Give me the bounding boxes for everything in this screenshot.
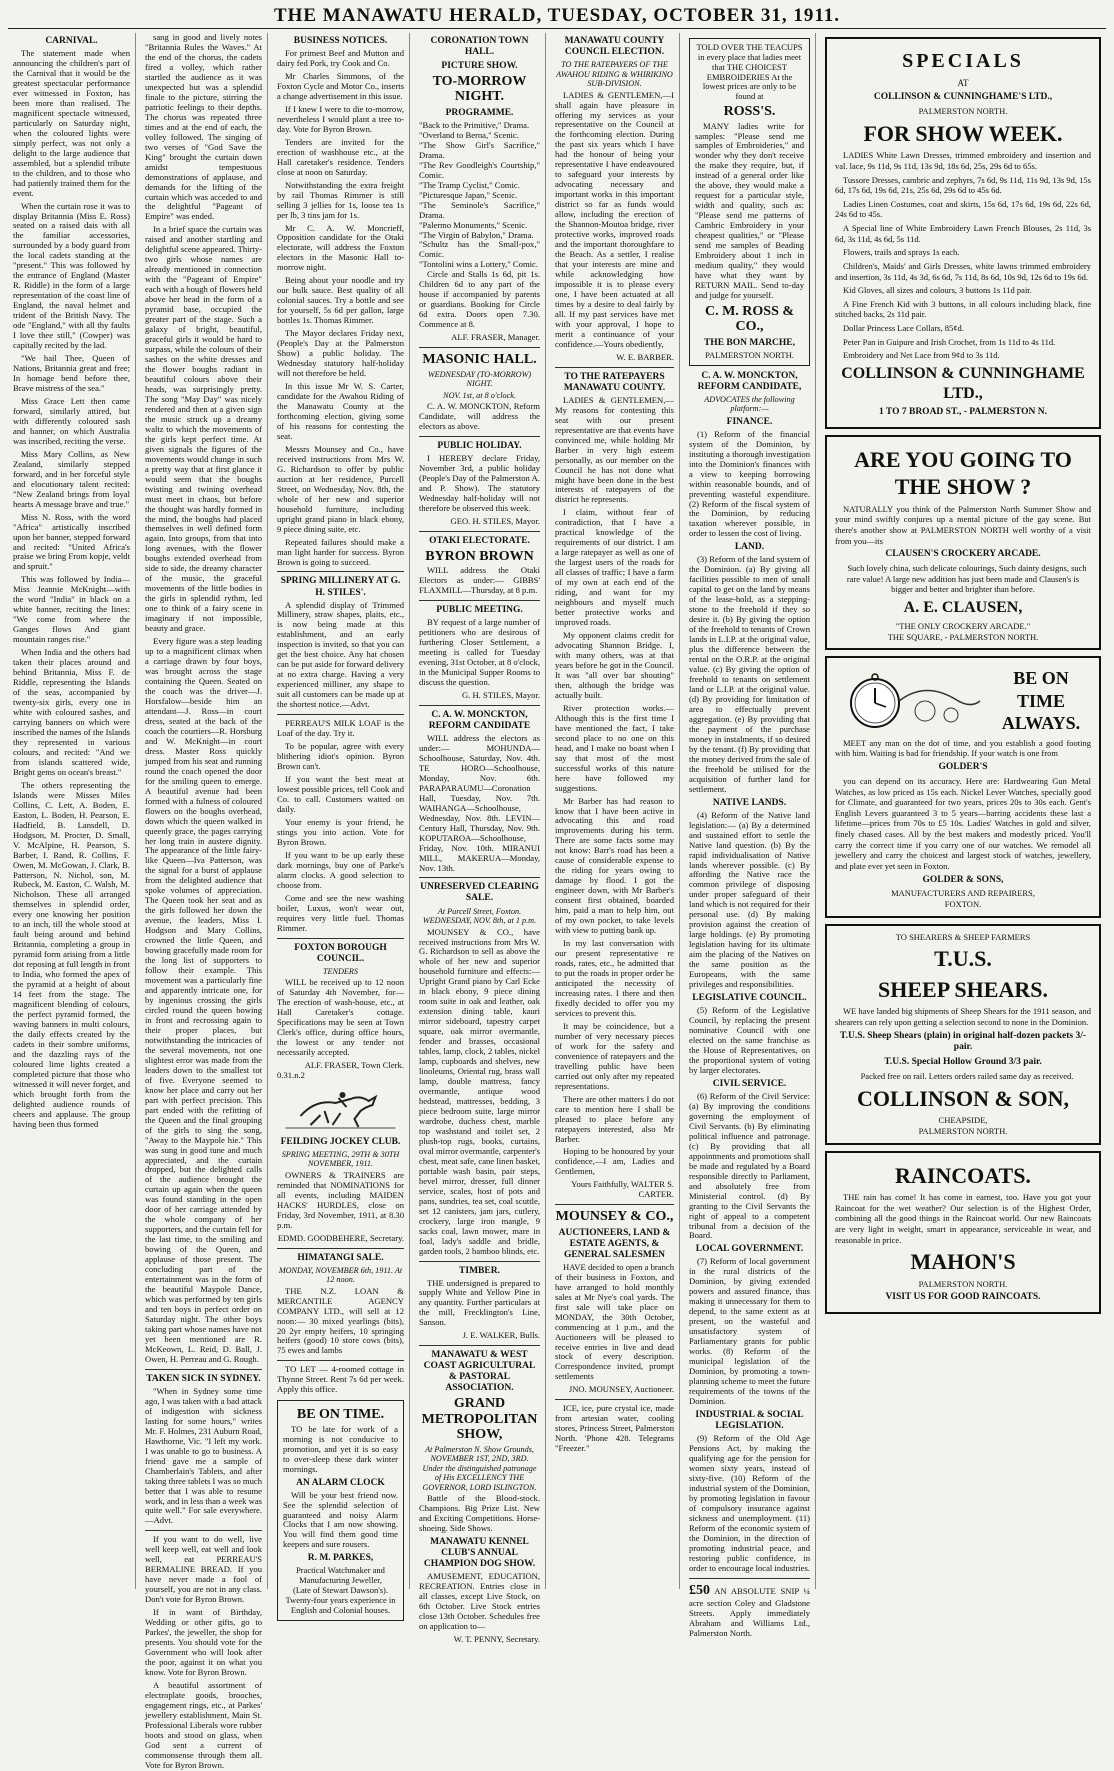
mahons-town: PALMERSTON NORTH. [918,1278,1008,1289]
small-notices [277,719,404,933]
divider [555,1204,674,1205]
grand-show-heading: GRAND METROPOLITAN SHOW, [421,1396,538,1443]
ross-text: MANY ladies write for samples: "Please send me samples of Embroideries," and wonder why they don't receive the make they require, but, if instead of a general order like the above, they would make a request for a particular style, width and quality, such as: "Please send me patterns of Cambric Embroidery in your cheapest qualities," or "Please send me samples of Beading Embroidery about 1 inch in medium quality," they would have what they want by RETURN MAIL. Send to-day and judge for yourself. [695,120,804,301]
specials-item: Tussore Dresses, cambric and zephyrs, 7s 6d, 9s 11d, 11s 9d, 13s 9d, 15s 6d, 17s 6d, 19s 6d, 21s, 25s 6d, 29s 6d to 45s 6d. [835,174,1091,196]
shears-town: PALMERSTON NORTH. [918,1125,1008,1136]
letter-paragraph: I claim, without fear of contradiction, that I have a practical knowledge of the requirements of our district. I am a large ratepayer as well as one of the largest users of the roads for all classes of traffic; I have a farm of my own at each end of the riding, and want for my neighbours and myself much better protective works and improved roads. [555,507,674,628]
ice-text: ICE, ice, pure crystal ice, made from artesian water, cooling stores, Princess Street, Palmerston North. 'Phone 428. Telegrams "Freezer." [555,1403,674,1454]
coronation-sign: ALF. FRASER, Manager. [451,332,540,343]
kennel-club-sign: W. T. PENNY, Secretary. [453,1633,540,1644]
grand-show-sub: At Palmerston N. Show Grounds, NOVEMBER 1ST, 2ND, 3RD. Under the distinguished patronage of His EXCELLENCY THE GOVERNOR, LORD ISLINGTON. [422,1444,537,1492]
clearing-sale-sub: At Purcell Street, Foxton. WEDNESDAY, NOV. 8th, at 1 p.m. [422,906,537,926]
golder-text-2: you can depend on its accuracy. Here are: Hardwearing Gun Metal Watches, as low priced as 15s each. Nickel Lever Watches, specially good for Climate, and guaranteed for two years, prices 20s to 30s each. Gent's English Levers guaranteed 3 to 5 years—barring accidents these last a lifetime—prices from 70s to £5 10s. Ladies' Watches in gold and silver, finely chased cases. All by the best makers and modestly priced. You'll carry the correct time if you carry one of our watches. We remodel all jewellery and carry the choicest and largest stock of watches, jewellery, and plate ever yet seen in Foxton. [835,775,1091,871]
mahons-name: MAHON'S [910,1249,1016,1275]
platform-section-heading: FINANCE. [726,416,773,427]
clearing-sale-heading: UNRESERVED CLEARING SALE. [420,882,539,904]
letter-paragraph: LADIES & GENTLEMEN,—My reasons for contesting this seat with our present representative are that events have convinced me, while holding Mr Barber in very high esteem personally, as our member on the Council he has not done what might have been done in the best interests of ratepayers of the district he represents. [555,394,674,505]
small-notice: If you want the best meat at lowest possible prices, tell Cook and Co. to call. Customers waited on daily. [277,774,404,814]
programme-item: "Palermo Monuments," Scenic. [419,219,528,230]
clausen-text-2: Such lovely china, such delicate colourings, Such dainty designs, such rare value! A large new addition has just been made and Clausen's is bigger and better and brighter than before. [846,563,1087,595]
shears-street: CHEAPSIDE, [938,1115,988,1126]
divider [419,347,540,348]
divider [555,367,674,368]
divider [419,1261,540,1262]
programme-item: "The Tramp Cyclist," Comic. [419,179,520,190]
platform-section-text: (6) Reform of the Civil Service: (a) By improving the conditions governing the employment of Civil Servants. (b) By eliminating political influence and patronage. (c) By providing that all appointments and promotions shall be made and regulated by a Board responsible directly to Parliament, and absolutely free from Ministerial control. (d) By granting to the Civil Servants the right of appeal to a competent tribunal from a decision of the Board. [689,1090,810,1241]
clausen-arcade: CLAUSEN'S CROCKERY ARCADE. [885,549,1041,560]
masonic-sub: WEDNESDAY (TO-MORROW) NIGHT. [427,369,532,389]
divider [419,705,540,706]
alarm-clock-text: Will be your best friend now. See the splendid selection of guaranteed and noisy Alarm Clocks that I am now showing. You will find them good time keepers and sure rousers. [283,1489,398,1550]
platform-sections [689,417,810,1574]
to-let-text: TO LET — 4-roomed cottage in Thynne Street. Rent 7s 6d per week. Apply this office. [277,1364,404,1395]
specials-title: SPECIALS [902,50,1024,72]
clausen-address: THE SQUARE, - PALMERSTON NORTH. [887,631,1039,642]
divider [419,600,540,601]
specials-at: AT [957,78,969,88]
golder-trade: MANUFACTURERS AND REPAIRERS, [891,888,1035,899]
business-notice: Being about your noodle and try our bulk sauce. Best quality of all colonial sauces. Try a bottle and see for yourself, 5s 6d per gallon, large bottles 1s. Thomas Rimmer. [277,275,404,326]
business-notice: Notwithstanding the extra freight by rail Thomas Rimmer is still selling 3 jellies for 1s, loose tea 1s per lb, 3 tins jam for 1s. [277,179,404,220]
raincoats-text: THE rain has come! It has come in earnest, too. Have you got your Raincoat for the wet weather? Our selection is of the Highest Order, combining all the good things in the Raincoat world. Our new Raincoats are very light in weight, smart in appearance, serviceable in wear, and reasonable in price. [835,1192,1091,1245]
jockey-club-sign: EDMD. GOODBEHERE, Secretary. [277,1232,404,1243]
small-notice: To be popular, agree with every blithering idiot's opinion. Byron Brown can't. [277,741,404,772]
business-notice: Mr C. A. W. Moncrieff, Opposition candidate for the Otaki electorate, will address the Foxton electors in the Masonic Hall to-morrow night. [277,222,404,273]
snip-text: AN ABSOLUTE SNIP ¼ acre section Coley and Gladstone Streets. Apply immediately Abraham and Williams Ltd., Palmerston North. [689,1585,810,1638]
mounsey-heading: MOUNSEY & CO., [555,1209,674,1225]
business-notice: Messrs Mounsey and Co., have received instructions from Mrs W. G. Richardson to offer by public auction at her residence, Purcell Street, on Wednesday, Nov. 8th, the whole of her new and superior household furniture, including upright grand piano in black ebony, 9 piece dining suite, etc. [277,443,404,534]
carnival-heading: CARNIVAL. [45,36,98,46]
carter-letter [555,396,674,1178]
business-notice: For primest Beef and Mutton and dairy fed Pork, try Cook and Co. [277,48,404,68]
monckton-platform-heading: C. A. W. MONCKTON, REFORM CANDIDATE, [697,370,802,392]
divider [145,1369,262,1370]
gifts-text: If in want of Birthday, Wedding or other gifts, go to Parkes', the jeweller, the shop for presents. You should vote for the Government who will look after the poor, against it on what you know. Vote for Byron Brown. [145,1607,262,1678]
carnival-paragraph: Miss Mary Collins, as New Zealand, similarly stepped forward, and in her forceful style and elocutionary talent recited: "New Zealand brings from loyal hearts A message brave and true." [13,448,130,509]
ratepayers-sub: TO THE RATEPAYERS OF THE AWAHOU RIDING & WHIRIKINO SUB-DIVISION. [556,60,673,89]
millinery-heading: SPRING MILLINERY AT G. H. STILES'. [280,576,401,598]
small-notice: If you want to be up early these dark mornings, buy one of Parke's alarm clocks. A good selection to choose from. [277,849,404,890]
divider [419,531,540,532]
shears-pre: TO SHEARERS & SHEEP FARMERS [895,931,1031,942]
public-holiday-heading: PUBLIC HOLIDAY. [437,441,522,451]
letter-paragraph: In my last conversation with our present representative re roads, rates, etc., he admitted that to put the roads in proper order he anticipated the necessity of increasing rates. I there and then fixedly decided to offer you my services to prevent this. [555,938,674,1018]
kennel-club-text: AMUSEMENT, EDUCATION, RECREATION. Entries close in all classes, except Live Stock, on 6th October. Live Stock entries close 13th October. Schedules free on application to— [419,1571,540,1631]
masthead: THE MANAWATU HERALD, TUESDAY, OCTOBER 31, 1911. [8,4,1106,29]
carnival-paragraph: In a brief space the curtain was raised and another startling and delightful scene appeared. Thirty-two girls whose names are already mentioned in connection with the "Pageant of Empire" each with a bough of flowers held above her head in the form of a pyramid base, occupied the greater part of the stage. Such a galaxy of bright, beautiful, graceful girls it would be hard to surpass, while the colours of their sashes on the white dresses and the flower boughs radiant in beautiful colours above their heads, was surprisingly pretty. The song "May Day" was nicely rendered and then at a given sign the music struck up a dreamy waltz to which the movements of the girls kept perfect time. At given signals the figures of the movements would change in such a pretty way that at first glance it would seem that the boughs twisting and twining overhead must meet in chaos, but before the thought was hardly formed in the mind, the boughs had placed themselves in well defined form again. Into groups, from that into long avenues, with the flower boughs extended overhead from side to side, the dreamy character of the music, the graceful movements of the little bodies in the girls in splendid rythm, led one to think of a fairy scene in imaginary if not impossible, beauty and grace. [145,224,262,634]
column-carnival [8,33,136,1589]
specials-item: Embroidery and Net Lace from 9¢d to 3s 11d. [843,350,1000,361]
millinery-text: A splendid display of Trimmed Millinery, straw shapes, plaits, etc., is now being made at this establishment, and an early inspection is invited, so that you can get the best choice. Any hat chosen can be put aside for forward delivery at no extra charge. Having a very experienced milliner, any shape to suit all customers can be made up at the shortest notice.—Advt. [277,599,404,710]
column-carnival-cont [140,32,268,1770]
golder-text: MEET any man on the dot of time, and you establish a good footing with him. Waiting is bad for friendship. If your watch is one from [835,737,1091,759]
platform-section-text: (9) Reform of the Old Age Pensions Act, by making the qualifying age for the pension for women sixty years, instead of sixty-five. (10) Reform of the industrial system of the Dominion, by promoting legislation in favour of compulsory insurance against sickness and unemployment. (11) Reform of the economic system of the Dominion, in the direction of promoting industrial peace, and restoring public confidence, in order to encourage local industries. [689,1433,810,1573]
specials-item: LADIES White Lawn Dresses, trimmed embroidery and insertion and val. lace, 9s 11d, 9s 11d, 13s 9d, 18s 6d, 25s, 29s 6d to 65s. [835,150,1091,171]
small-notice: Your enemy is your friend, he stings you into action. Vote for Byron Brown. [277,816,404,847]
shears-text-2: Packed free on rail. Letters orders railed same day as received. [860,1071,1074,1082]
clausen-title: ARE YOU GOING TO THE SHOW ? [854,446,1072,500]
parkes-experience: (Late of Stewart Dawson's). Twenty-four years experience in English and Colonial houses. [285,1585,396,1615]
raincoats-ad [825,1151,1101,1315]
public-holiday-sign: GEO. H. STILES, Mayor. [450,515,540,526]
divider [145,1530,262,1531]
racehorse-illustration [277,1081,404,1131]
programme-item: "The Rev Goodleigh's Courtship," Comic. [419,159,540,180]
ross-sign: C. M. ROSS & CO., [704,303,795,335]
carnival-paragraph: When India and the others had taken their places around and behind Britannia, Miss F. de Riddle, representing the Islands of the seas, accompanied by twenty-six girls, every one in white with coloured sashes, and carrying banners on which were inscribed the names of the Islands they represented in various colours, and recited: "And we from islands scattered wide, Bright gems on ocean's breast." [13,647,130,777]
specials-item: Children's, Maids' and Girls Dresses, white lawns trimmed embroidery and insertion, 3s 11d, 4s 3d, 6s 6d, 7s 11d, 8s 6d, 10s 9d, 12s 6d to 19s 6d. [835,260,1091,282]
shears-text: WE have landed big shipments of Sheep Shears for the 1911 season, and shearers can rely upon getting a selection second to none in the Dominion. [835,1006,1091,1027]
tenders-sign: ALF. FRASER, Town Clerk. [304,1059,404,1070]
business-heading: BUSINESS NOTICES. [293,36,388,46]
column-display-ads [820,33,1106,1589]
parkes-trade: Practical Watchmaker and Manufacturing Jeweller, [296,1565,385,1586]
column-entertainment [414,33,546,1644]
sick-text: "When in Sydney some time ago, I was taken with a bad attack of indigestion with sickness lasting for some hours," writes Mr. F. Holmes, 231 Auburn Road, Hawthorne, Vic. "I left my work. I was unable to go to business. A friend gave me a sample of Chamberlain's Tablets, and after taking three tablets I was so much better that I was able to resume work, and in less than a week was quite well." For sale everywhere.—Advt. [145,1385,263,1526]
divider [277,571,404,572]
specials-address: 1 TO 7 BROAD ST., - PALMERSTON N. [878,406,1048,417]
sick-heading: TAKEN SICK IN SYDNEY. [146,1373,261,1384]
picture-show-sub: PICTURE SHOW. [441,61,518,72]
snip-ad [689,1583,810,1639]
business-notice: Repeated failures should make a man light harder for success. Byron Brown is going to succeed. [277,536,404,567]
specials-ad [825,37,1101,429]
be-on-time-text: TO be late for work of a morning is not conducive to promotion, and yet it is so easy to over-sleep these dark winter mornings. [283,1423,398,1474]
tenders-text: WILL be received up to 12 noon of Saturday 4th November, for—The erection of wash-house, etc., at Hall Caretaker's cottage. Specifications may be seen at Town Clerk's office, during office hours, the lowest or any tender not necessarily accepted. [277,977,404,1057]
clausen-text: NATURALLY you think of the Palmerston North Summer Show and your mind swiftly conjures up a mental picture of the gay scene. But there's another show at PALMERSTON NORTH well worthy of a visit from you—its [835,503,1091,546]
golder-ad [825,656,1101,917]
raincoats-title: RAINCOATS. [895,1162,1031,1188]
business-notices [277,49,404,567]
otaki-text: WILL address the Otaki Electors as under:— GIBBS' FLAXMILL—Thursday, at 8 p.m. [419,565,540,596]
platform-section-text: (3) Reform of the land system of the Dominion. (a) By giving all facilities possible to men of small capital to get on the land by means of the lease-hold, as a stepping-stone to the freehold if they so desire it. (b) By giving the option of the freehold to tenants of Crown lands in L.I.P. at the original value, plus the difference between the rental on the O.R.P. at the original value. (c) By giving the option of freehold to tenants on settlement land or L.I.P. at the original value. (d) By providing for limitation of area to effectually prevent aggregation. (e) By providing that the payment of the purchase money in instalments, if so desired by the tenant. (f) By providing that the money derived from the sale of the freehold be utilised for the acquisition of further land for settlement. [689,554,810,794]
public-meeting-sign: G. H. STILES, Mayor. [461,689,540,700]
divider [419,1345,540,1346]
programme-heading: PROGRAMME. [445,107,514,118]
shears-price-2: T.U.S. Special Hollow Ground 3/3 pair. [884,1057,1042,1068]
letter-paragraph: LADIES & GENTLEMEN,—I shall again have pleasure in offering my services as your representative on the Council at the forthcoming election. During the past six years which I have had the honour of being your representative I have endeavoured to safeguard your interests by advocating necessary and important works in this important district so far as funds would allow, including the erection of the Shannon-Moutoa bridge, river protective works, improved roads and the important thoroughfare to the Beach. As a settler, I realise that your interests are mine and while acknowledging how impossible it is to please every one, I have been actuated at all times by a desire to deal fairly by all. If my past services have met with your approval, I hope to merit a continuance of your confidence.—Yours obediently, [555,89,674,349]
golder-header [835,664,1091,738]
specials-item: Kid Gloves, all sizes and colours, 3 buttons 1s 11d pair. [843,285,1032,296]
sheep-shears-ad [825,924,1101,1145]
masonic-date: NOV. 1st, at 8 o'clock. [443,390,516,400]
golder-sign: GOLDER & SONS, [922,874,1004,885]
divider [419,877,540,878]
column-business [272,33,410,1615]
shears-brand: T.U.S. [934,946,992,972]
otaki-heading: OTAKI ELECTORATE. [429,535,530,546]
electroplate-text: A beautiful assortment of electroplate goods, brooches, engagement rings, etc., at Parkes' jewellery establishment, Main St. Professional Liberals wore rubber boots and stood on glass, when God sent a current of commonsense through them all. Vote for Byron Brown. [145,1679,262,1770]
himatangi-heading: HIMATANGI SALE. [297,1252,384,1263]
divider [277,714,404,715]
golder-town: FOXTON. [944,899,982,909]
timber-heading: TIMBER. [459,1265,500,1276]
kennel-club-heading: MANAWATU KENNEL CLUB'S ANNUAL CHAMPION DOG SHOW. [423,1537,536,1570]
county-election-heading: MANAWATU COUNTY COUNCIL ELECTION. [564,36,665,58]
barber-sign: W. E. BARBER. [616,351,674,362]
specials-item: Peter Pan in Guipure and Irish Crochet, from 1s 11d to 4s 11d. [843,336,1056,347]
jockey-club-heading: FEILDING JOCKEY CLUB. [280,1136,401,1147]
masonic-text: C. A. W. MONCKTON, Reform Candidate, will address the electors as above. [419,401,540,432]
programme-item: "The Seminole's Sacrifice," Drama. [419,199,540,220]
specials-item: Flowers, trails and sprays 1s each. [843,247,960,258]
business-notice: The Mayor declares Friday next, (People's Day at the Palmerston Show) a public holiday. The Wednesday statutory half-holiday will not therefore be held. [277,328,404,379]
platform-section-heading: LEGISLATIVE COUNCIL. [692,993,807,1004]
programme-item: "Back to the Primitive," Drama. [419,119,530,130]
divider [555,1399,674,1400]
manawatu-association-heading: MANAWATU & WEST COAST AGRICULTURAL & PASTORAL ASSOCIATION. [423,1350,536,1394]
ross-heading: ROSS'S. [723,104,776,120]
carter-sign: Yours Faithfully, WALTER S. CARTER. [571,1179,674,1200]
timber-sign: J. E. WALKER, Bulls. [462,1330,540,1341]
ratepayers-sub-2: TO THE RATEPAYERS MANAWATU COUNTY. [563,371,666,393]
shears-price-1: T.U.S. Sheep Shears (plain) in original half-dozen packets 3/- pair. [839,1030,1087,1053]
columns [8,32,1106,1770]
coronation-hall-heading: CORONATION TOWN HALL. [430,36,529,58]
business-notice: In this issue Mr W. S. Carter, candidate for the Awahou Riding of the Manawatu County at the forthcoming election, giving some of his reasons for contesting the seat. [277,381,404,441]
show-week-heading: FOR SHOW WEEK. [863,120,1063,146]
carnival-paragraph: The statement made when announcing the children's part of the Carnival that it would be the greatest spectacular performance ever witnessed in Foxton, has been more than realised. The magnificent spectacle witnessed, particularly on Saturday night, when the coloured lights were simply perfect, was not only a delight to the large audience that assembled, but a splendid tribute to the children, and to those who had patiently trained them for the event. [13,48,130,198]
specials-store: COLLINSON & CUNNINGHAME'S LTD., [873,92,1053,103]
ross-intro: TOLD OVER THE TEACUPS in every place that ladies meet that THE CHOICEST EMBROIDERIES At the lowest prices are only to be found at [696,42,803,102]
public-meeting-text: BY request of a large number of petitioners who are desirous of furthering Closer Settlement, a meeting is called for Tuesday evening, 31st October, at 8 o'clock, in the Municipal Supper Rooms to discuss the question. [419,617,541,687]
divider [689,1578,810,1579]
carnival-text [13,49,130,1130]
grand-show-text: Battle of the Blood-stock. Champions. Big Prize List. New and Exciting Competitions. Horse-shoeing. Side Shows. [419,1493,540,1534]
ross-town: PALMERSTON NORTH. [705,349,794,360]
carnival-paragraph: Miss Grace Lett then came forward, similarly attired, but with differently coloured sash and banner, on which Australia was inscribed, reciting the verse. [13,395,130,446]
specials-sign: COLLINSON & CUNNINGHAME LTD., [841,364,1085,402]
platform-section-text: (5) Reform of the Legislative Council, by replacing the present nominative Council with one elected on the same franchise as the House of Representatives, on the proportional system of voting by larger electorates. [689,1005,810,1075]
small-notice: PERREAU'S MILK LOAF is the Loaf of the day. Try it. [277,718,404,739]
platform-section-text: (4) Reform of the Native land legislation:— (a) By a determined and sustained effort to settle the Native land question. (b) By the rapid individualisation of Native lands wherever possible. (c) By affording the Native race the common privilege of disposing under proper safeguard of their land which is not required for their personal use. (d) By making provision against the creation of large holdings. (e) By promoting legislation having for its ultimate aim the placing of the Natives on the same position as the Europeans, with the same privileges and responsibilities. [689,809,810,990]
specials-items [835,150,1091,361]
masonic-hall-heading: MASONIC HALL. [422,352,537,368]
mounsey-sub: AUCTIONEERS, LAND & ESTATE AGENTS, & GENERAL SALESMEN [558,1227,671,1260]
clausen-tag: "THE ONLY CROCKERY ARCADE." [895,621,1031,631]
column-county-election [550,33,680,1589]
monckton-platform-sub: ADVOCATES the following platform:— [704,394,795,414]
divider [419,436,540,437]
platform-section-heading: INDUSTRIAL & SOCIAL LEGISLATION. [695,1409,804,1431]
carnival-paragraph: Miss N. Ross, with the word "Africa" artistically inscribed upon her banner, stepped forward and recited: "United Africa's praise we bring From kopje, veldt and spruit." [13,511,130,572]
alarm-clock-heading: AN ALARM CLOCK [296,1477,385,1488]
jockey-club-sub: SPRING MEETING, 29TH & 30TH NOVEMBER, 1911. [281,1149,400,1169]
carnival-paragraph: When the curtain rose it was to display Britannia (Miss E. Ross) seated on a raised dais with all the familiar accessories, surrounded by a body guard from the local cadets standing at the "present." This was followed by the entrance of England (Master R. Riddle) in the form of a large representation of the coast line of England, the naval helmet and trident of the British Navy. The ode "England," with all thy faults I love thee still," (Cowper) was capitally recited by the lad. [13,200,130,351]
carnival-paragraph: sang in good and lively notes "Britannia Rules the Waves." At the end of the chorus, the cadets fired a volley, which rather startled the audience as it was unexpected but was a splendid finale to the picture, stirring the patriotic feelings to their depths. The chorus was repeated three times and at the end of each, the volley followed. The singing of two verses of "God Save the King" brought the curtain down amidst tempestuous demonstrations of applause, and demands for the lifting of the curtain which was acceded to and the delightful "Pageant of Empire" was ended. [145,32,262,222]
bread-text: If you want to do well, live well keep well, eat well and look well, eat PERREAU'S BERMALINE BREAD. If you have never made a fool of yourself, you are not in any class. Don't vote for Byron Brown. [145,1534,262,1605]
clausen-ad [825,435,1101,651]
letter-paragraph: It may be coincidence, but a number of very necessary pieces of work for the safety and convenience of ratepayers and the travelling public have been carried out only after my repeated representations. [555,1020,674,1091]
golder-title: BE ON TIME ALWAYS. [1001,668,1081,734]
ross-ad [689,38,810,366]
letter-paragraph: Mr Barber has had reason to know that I have been active in advocating this and road improvements during his term. There are some facts some may not know: Barr's road has been a cause of considerable expense to the riding for years owing to damage by flood. I got the engineer down, with Mr Barber's consent first obtained, boarded him, paid a man to help him, out of my own pocket, to take levels with view to putting bank up. [555,795,674,936]
clausen-name: A. E. CLAUSEN, [903,599,1023,616]
foxton-council-heading: FOXTON BOROUGH COUNCIL. [294,942,387,964]
column-ross-monckton [684,33,816,1638]
programme-item: "Overland to Berna," Scenic. [419,129,519,140]
programme-list [419,121,540,271]
tenders-sub: TENDERS [322,966,359,976]
barber-letter [555,91,674,350]
pocket-watch-illustration [835,671,985,731]
bon-marche: THE BON MARCHE, [703,337,796,348]
business-notice: If I knew I were to die to-morrow, nevertheless I would plant a tree to-day. Vote for Byron Brown. [277,103,404,134]
mounsey-text: HAVE decided to open a branch of their business in Foxton, and have arranged to hold monthly sales at Mr Nye's coal yards. The first sale will take place on MONDAY, the 30th October, commencing at 1 p.m., and the Auctioneers will be pleased to receive entries in live and dead stock of every description. Correspondence invited, prompt settlements [555,1261,674,1382]
timber-text: THE undersigned is prepared to supply White and Yellow Pine in any quantity. Further particulars at the mill, Frecklington's Line, Sanson. [419,1277,540,1328]
carnival-paragraph: This was followed by India—Miss Jeannie McKnight—with the word "India" in black on a white banner, reciting the lines: "We come from where the Ganges flows And giant mountain ranges rise." [13,574,130,645]
business-notice: Mr Charles Simmons, of the Foxton Cycle and Motor Co., inserts a change advertisement in this issue. [277,70,404,101]
programme-item: "The Virgin of Babylon," Drama. [419,229,534,240]
jockey-club-text: OWNERS & TRAINERS are reminded that NOMINATIONS for all events, including MAIDEN HACKS' HURDLES, close on Friday, 3rd November, 1911, at 8.30 p.m. [277,1169,404,1230]
letter-paragraph: Hoping to be honoured by your confidence,—I am, Ladies and Gentlemen, [555,1146,674,1177]
programme-item: "Picturesque Japan," Scenic. [419,189,518,200]
platform-section-heading: LOCAL GOVERNMENT. [695,1244,804,1255]
be-on-time-heading: BE ON TIME. [296,1407,385,1423]
specials-item: A Special line of White Embroidery Lawn French Blouses, 2s 11d, 3s 6d, 3s 11d, 4s 6d, 5s 11d. [835,223,1091,244]
carnival-paragraph: Every figure was a step leading up to a magnificent climax when a carriage drawn by four boys, was brought across the stage containing the Queen. Seated on the coach was the driver—J. Horsfalow—beside him an attendant—J. Ross—in court dress, seated at the back of the coach the courtiers—R. Horsburg and W. McKnight—in court dress. Master Ross quickly jumped from his seat and running round the coach opened the door for the smiling queen to emerge. A beautiful avenue had been formed with a fulness of coloured flowers on the boughs overhead, down which the queen walked in queenly grace, the pages carrying her long train in austere dignity. The appearance of the little fairy-like Queen—Iva Patterson, was the signal for a burst of applause from the delighted audience that spoke volumes of appreciation. The Queen took her seat and as the girls followed her down the avenue, the leaders, Miss I. Hodgson and Mary Collins, crowned the little Queen, and bowing gracefully made room for the long list of supporters to follow their example. This movement was a particularly fine and apparently intricate one, for by ingenious crossing the girls circled round the queen bowing in front and recrossing again to their proper places, but notwithstanding the intricacies of the several movements, not one slightest error was made from the leaders down to the smallest tot of five. Everyone seemed to know her place and carry out her part with perfect precision. This part ended with the refitting of the Queen and the final grouping of the girls to sing the song, "Away to the Maypole hie." This was sung in good tune and much appreciated, and the curtain dropped, but the delighted calls of the audience brought the curtain up again when the queen was found standing in the open door of her carriage attended by the whole company of her supporters, and the curtain fell for the last time, to the smiling and bowing of the Queen, and applause of those present. The concluding part of the entertainment was in the form of the beautiful Maypole Dance, which was performed by ten girls and ten boys in perfect order on Saturday night. The other boys taking part whose names have not yet been mentioned are R. McKeown, L. Reid, D. Ball, J. Owen, H. Perreau and G. Rough. [145,636,262,1364]
tomorrow-night-heading: TO-MORROW NIGHT. [432,74,527,105]
snip-price: £50 [689,1582,710,1598]
platform-section-heading: NATIVE LANDS. [712,797,787,808]
divider [277,1248,404,1249]
programme-item: "Tontolini wins a Lottery," Comic. [419,259,538,270]
carnival-paragraph: The others representing the Islands were Misses Miles Collins, C. Lett, A. Boden, E. Easton, L. Boden, H. Pearson, E. Hadfield, B. Lansdell, D. Hodgson, M. Procter, D. Small, V. McAlpine, H. Pearson, S. Barber, I. Rand, R. Collins, F. Owen, M. McGowan, J. Clark, B. Patterson, N. Nichol, son, M. Rubeck, M. Easton, C. Walsh, M. Nicholson. These all arranged themselves in splendid order, every one knowing her position to an inch, till the whole stood at fault being around and behind Britannia, completing a group in pyramid form arising from a little dot reposing at full length in front to India, who formed the apex of the pyramid at a height of about 14 feet from the stage. The magnificent blending of colours, the perfect pyramid formed, the waving banners in multi colours, the daily effects created by the cadets in their sombre uniforms, and the dazzling rays of the coloured lime lights created a completed picture that those who witnessed it will never forget, and which brought forth from the delighted audience rounds of cheers and applause. The group having been thus formed [13,779,130,1129]
divider [277,938,404,939]
letter-paragraph: There are other matters I do not care to mention here I shall be pleased to place before any ratepayers interested, also Mr Barber. [555,1093,674,1144]
specials-item: Dollar Princess Lace Collars, 85¢d. [843,323,964,333]
business-notice: Tenders are invited for the erection of washhouse etc., at the Hall caretaker's residence. Tenders close at noon on Saturday. [277,136,404,177]
byron-brown-heading: BYRON BROWN [425,548,534,564]
mahons-tag: VISIT US FOR GOOD RAINCOATS. [885,1292,1041,1303]
carnival-cont-text [145,33,262,1365]
platform-section-text: (1) Reform of the financial system of the Dominion, by instituting a thorough investigation into the Dominion's finances with a view to keeping borrowing within reasonable bounds, and of preventing wasteful expenditure. (2) Reform of the fiscal system of the Dominion, by reducing taxation wherever possible, in order to lessen the cost of living. [689,428,810,539]
shears-sign: COLLINSON & SON, [856,1085,1070,1111]
programme-item: "Schultz has the Small-pox," Comic. [419,239,540,260]
divider [277,1360,404,1361]
small-notice: Come and see the new washing boiler, Luxus, won't wear out, requires very little fuel. Thomas Rimmer. [277,892,404,933]
programme-item: "The Show Girl's Sacrifice," Drama. [419,139,540,160]
letter-paragraph: River protection works.—Although this is the first time I have mentioned the fact, I take second place to no one on this head, and I make no boast when I say that most of the most successful works of this nature here have followed my suggestions. [555,702,674,793]
letter-paragraph: My opponent claims credit for advocating Shannon Bridge. I, with many others, was at that years before he got in the Council. It was "all over bar shouting" then, although the bridge was actually built. [555,630,674,700]
platform-section-heading: LAND. [734,542,765,553]
mounsey-sign: JNO. MOUNSEY, Auctioneer. [568,1384,674,1395]
monckton-heading: C. A. W. MONCKTON, REFORM CANDIDATE [428,709,531,731]
himatangi-sub: MONDAY, NOVEMBER 6th, 1911. At 12 noon. [278,1265,403,1285]
coronation-text: Circle and Stalls 1s 6d, pit 1s. Children 6d to any part of the house if accompanied by parents or guardians. Booking for Circle 6d extra. Doors open 7.30. Commence at 8. [419,269,540,330]
platform-section-text: (7) Reform of local government in the rural districts of the Dominion, by giving extended powers and assured finance, thus making it unnecessary for them to depend, to the same extent as at present, on the wasteful and unsatisfactory system of Parliamentary grants for public works. (8) Reform of the municipal legislation of the Dominion, by promoting a town-planning scheme to meet the future requirements of the towns of the Dominion. [689,1256,810,1407]
parkes-ad [277,1400,404,1620]
shears-title: SHEEP SHEARS. [878,976,1048,1002]
golder-name: GOLDER'S [938,762,988,772]
tenders-ref: 0.31.n.2 [277,1069,305,1080]
specials-town: PALMERSTON NORTH. [918,106,1008,117]
parkes-name: R. M. PARKES, [307,1553,374,1564]
specials-item: Ladies Linen Costumes, coat and skirts, 15s 6d, 17s 6d, 19s 6d, 22s 6d, 24s 6d to 45s. [835,198,1091,220]
monckton-text: WILL address the electors as under:— MOHUNDA—Schoolhouse, Saturday, Nov. 4th. TE HORO—Schoolhouse, Monday, Nov. 6th. PARAPARAUMU—Coronation Hall, Tuesday, Nov. 7th. WAIHANGA—Schoolhouse, Wednesday, Nov. 8th. LEVIN—Century Hall, Thursday, Nov. 9th. KOPUTAROA—Schoolhouse, Friday, Nov. 10th. MIRANUI MILL, MAKERUA—Monday, Nov. 13th. [419,732,540,873]
carnival-paragraph: "We hail Thee, Queen of Nations, Britannia great and free; In homage bend before thee, Brave mistress of the sea." [13,353,130,393]
specials-item: A Fine French Kid with 3 buttons, in all colours including black, fine stitched backs, 2s 11d pair. [835,298,1091,320]
public-meeting-heading: PUBLIC MEETING. [436,605,523,616]
clearing-sale-text: MOUNSEY & CO., have received instructions from Mrs W. G. Richardson to sell as above the whole of her new and superior household furniture and effects:— Upright Grand piano by Carl Ecke in black ebony, 9 piece dining room suite in oak and leather, oak extension dining table, kauri mirror sideboard, tapestry carpet square, oak mirror overmantle, fender and brasses, occasional tables, lamp, clock, 2 tables, nickel lamp, cupboards and shelves, new linoleums, Oriental rug, brass wall lamp, double mattress, fancy overmantle, antique wood bedstead, mattresses, bedding, 3 piece bedroom suite, large mirror wardrobe, duchess chest, marble top washstand and toilet set, 2 plush-top rugs, books, curtains, oval mirror overmantle, carpenter's chest, meat safe, cane linen basket, portable wash basin, pair steps, bevel mirror, dresser, full dinner service, scales, host of pots and pans, sundries, tea set, coal scuttle, set 12 canisters, jam jars, cutlery, crockery, large iron mangle, 9 sacks coal, lawn mower, mare in foal, lady's saddle and bridle, garden tools, 2 bamboo blinds, etc. [419,926,540,1256]
platform-section-heading: CIVIL SERVICE. [712,1078,787,1089]
public-holiday-text: I HEREBY declare Friday, November 3rd, a public holiday (People's Day of the Palmerston A. and P. Show). The statutory Wednesday half-holiday will not therefore be observed this week. [419,453,540,513]
himatangi-text: THE N.Z. LOAN & MERCANTILE AGENCY COMPANY LTD., will sell at 12 noon:— 30 mixed yearlings (bits), 20 2yr empty heifers, 10 springing heifers (good) 10 store cows (bits), 75 ewes and lambs [277,1285,404,1356]
